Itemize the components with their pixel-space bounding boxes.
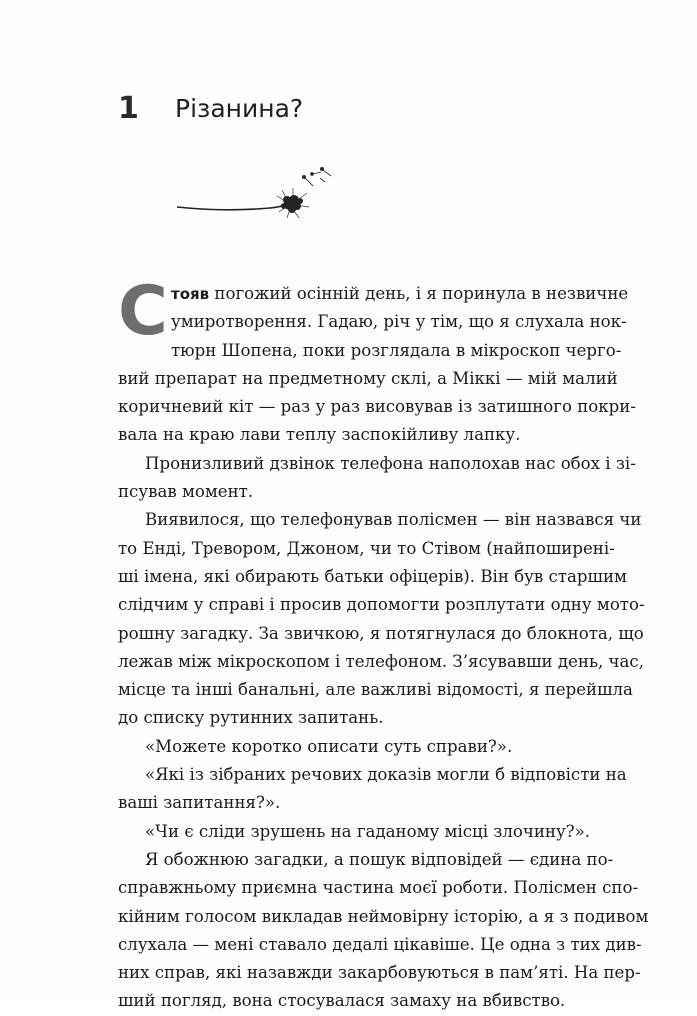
- text-line: них справ, які назавжди закарбовуються в пам’яті. На пер-: [118, 963, 641, 983]
- drop-cap: С: [118, 272, 168, 351]
- text-line: «Чи є сліди зрушень на гаданому місці злочину?».: [145, 821, 591, 841]
- dandelion-stem: [177, 205, 285, 210]
- text-line: Я обожнюю загадки, а пошук відповідей — єдина по-: [145, 849, 614, 869]
- text-line: лежав між мікроскопом і телефоном. З’ясувавши день, час,: [118, 651, 644, 671]
- flying-seeds: [302, 167, 331, 186]
- text-line: тюрн Шопена, поки розглядала в мікроскоп черго-: [171, 340, 622, 360]
- text-line: псував момент.: [118, 482, 254, 502]
- text-line: вий препарат на предметному склі, а Міккі — мій малий: [118, 368, 618, 388]
- text-line: кійним голосом викладав неймовірну історію, а я з подивом: [118, 906, 649, 926]
- text-line: коричневий кіт — раз у раз висовував із затишного покри-: [118, 397, 636, 417]
- lead-in-word: тояв: [171, 285, 210, 303]
- text-line: справжньому приємна частина моєї роботи. Полісмен спо-: [118, 878, 639, 898]
- text-line: ваші запитання?».: [118, 793, 281, 813]
- text-line: місце та інші банальні, але важливі відомості, я перейшла: [118, 680, 633, 700]
- dandelion-icon: [175, 160, 345, 230]
- text-line: слідчим у справі і просив допомогти розплутати одну мото-: [118, 595, 645, 615]
- text-line: до списку рутинних запитань.: [118, 708, 384, 728]
- text-line: Пронизливий дзвінок телефона наполохав нас обох і зі-: [145, 453, 636, 473]
- text-line: «Які із зібраних речових доказів могли б відповісти на: [145, 765, 627, 785]
- text-line: вала на краю лави теплу заспокійливу лапку.: [118, 425, 521, 445]
- chapter-number: 1: [118, 91, 139, 126]
- text-line: «Можете коротко описати суть справи?».: [145, 736, 513, 756]
- text-line: слухала — мені ставало дедалі цікавіше. Це одна з тих див-: [118, 934, 642, 954]
- text-line: то Енді, Тревором, Джоном, чи то Стівом (найпоширені-: [118, 538, 615, 558]
- dandelion-head: [281, 195, 303, 213]
- body-text: [118, 272, 649, 1016]
- chapter-title: Різанина?: [175, 94, 304, 123]
- text-line: ші імена, які обирають батьки офіцерів). Він був старшим: [118, 566, 627, 586]
- text-line: рошну загадку. За звичкою, я потягнулася до блокнота, що: [118, 623, 644, 643]
- text-line: ший погляд, вона стосувалася замаху на вбивство.: [118, 991, 566, 1011]
- text-line: Виявилося, що телефонував полісмен — він назвався чи: [145, 510, 642, 530]
- text-line: тояв погожий осінній день, і я поринула в незвичне: [171, 284, 629, 303]
- text-line: умиротворення. Гадаю, річ у тім, що я слухала нок-: [171, 312, 627, 332]
